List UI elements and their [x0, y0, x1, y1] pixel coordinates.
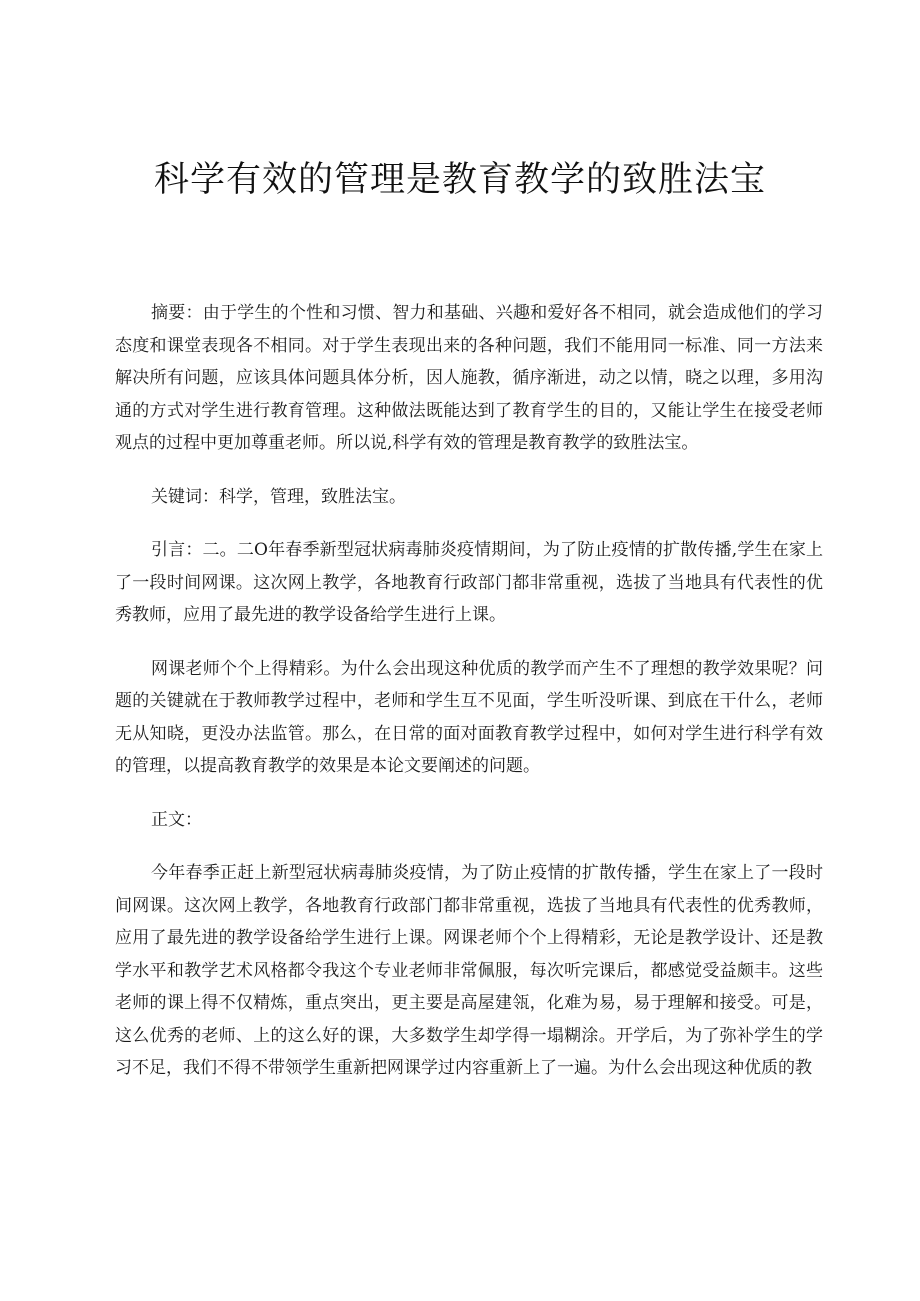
- document-title: 科学有效的管理是教育教学的致胜法宝: [153, 160, 766, 200]
- keywords-paragraph: 关键词：科学，管理，致胜法宝。: [151, 486, 406, 507]
- abstract-paragraph: 摘要：由于学生的个性和习惯、智力和基础、兴趣和爱好各不相同，就会造成他们的学习态度和课堂表现各不相同。对于学生表现出来的各种问题，我们不能用同一标准、同一方法来解决所有问题，应该具体问题具体分析，因人施教，循序渐进，动之以情，晓之以理，多用沟通的方式对学生进行教育管理。这种做法既能达到了教育学生的目的，又能让学生在接受老师观点的过程中更加尊重老师。所以说,科学有效的管理是教育教学的致胜法宝。: [115, 303, 823, 453]
- introduction-continued-paragraph: 网课老师个个上得精彩。为什么会出现这种优质的教学而产生不了理想的教学效果呢？问题的关键就在于教师教学过程中，老师和学生互不见面，学生听没听课、到底在干什么，老师无从知晓，更没办法监管。那么，在日常的面对面教育教学过程中，如何对学生进行科学有效的管理，以提高教育教学的效果是本论文要阐述的问题。: [115, 658, 823, 776]
- main-text-heading: 正文：: [151, 809, 202, 830]
- main-text-paragraph: 今年春季正赶上新型冠状病毒肺炎疫情，为了防止疫情的扩散传播，学生在家上了一段时间网课。这次网上教学，各地教育行政部门都非常重视，选拔了当地具有代表性的优秀教师，应用了最先进的教学设备给学生进行上课。网课老师个个上得精彩，无论是教学设计、还是教学水平和教学艺术风格都令我这个专业老师非常佩服，每次听完课后，都感觉受益颇丰。这些老师的课上得不仅精炼，重点突出，更主要是高屋建瓴，化难为易，易于理解和接受。可是，这么优秀的老师、上的这么好的课，大多数学生却学得一塌糊涂。开学后，为了弥补学生的学习不足，我们不得不带领学生重新把网课学过内容重新上了一遍。为什么会出现这种优质的教: [115, 863, 823, 1078]
- introduction-paragraph: 引言：二。二O年春季新型冠状病毒肺炎疫情期间，为了防止疫情的扩散传播,学生在家上了一段时间网课。这次网上教学，各地教育行政部门都非常重视，选拔了当地具有代表性的优秀教师，应用了最先进的教学设备给学生进行上课。: [115, 540, 823, 625]
- document-body: [115, 297, 823, 1085]
